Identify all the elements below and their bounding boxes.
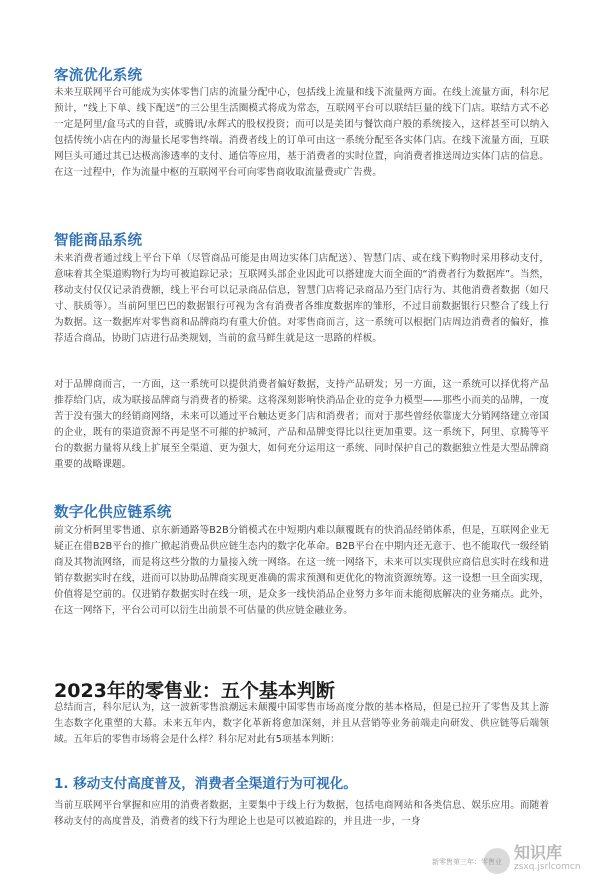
paragraph-smart-product-2: 对于品牌商而言，一方面，这一系统可以提供消费者偏好数据，支持产品研发；另一方面，这一系统可以择优将产品推荐给门店，成为联接品牌商与消费者的桥梁。这将深刻影响快消品企业的竞争力模型——那些小而美的品牌，一度苦于没有强大的经销商网络，未来可以通过平台触达更多门店和消费者；而对于那些曾经依靠庞大分销网络建立帝国的企业，既有的渠道资源不再是坚不可摧的护城河，产品和品牌变得比以往更加重要。这一系统下，阿里、京腾等平台的数据力量将从线上扩展至全渠道、更为强大，如何充分运用这一系统、同时保护自己的数据独立性是大型品牌商重要的战略课题。 [54,379,549,471]
watermark-logo-icon [484,848,510,874]
paragraph-summary: 总结而言，科尔尼认为，这一波新零售浪潮远未颠覆中国零售市场高度分散的基本格局，但是已拉开了零售及其上游生态数字化重塑的大幕。未来五年内，数字化革新将愈加深刻，并且从营销等业务前端走向研发、供应链等后端领域。五年后的零售市场将会是什么样？科尔尼对此有5项基本判断： [54,702,549,746]
paragraph-smart-product-1: 未来消费者通过线上平台下单（尽管商品可能是由周边实体门店配送）、智慧门店、或在线下购物时采用移动支付，意味着其全渠道购物行为均可被追踪记录；互联网头部企业因此可以搭建庞大而全面的“消费者行为数据库”。当然，移动支付仅仅记录消费额，线上平台可以记录商品信息，智慧门店将记录商品乃至门店行为、其他消费者数据（如尺寸、肤质等）。当前阿里巴巴的数据银行可视为含有消费者各维度数据库的雏形，不过目前数据银行只整合了线上行为数据。这一数据库对零售商和品牌商均有重大价值。对零售商而言，这一系统可以根据门店周边消费者的偏好，推荐适合商品，协助门店进行品类规划，当前的盒马鲜生就是这一思路的样板。 [54,253,549,345]
main-heading-2023-retail: 2023年的零售业：五个基本判断 [54,680,335,702]
section-title-traffic-optimization: 客流优化系统 [54,68,143,84]
paragraph-mobile-payment: 当前互联网平台掌握和应用的消费者数据，主要集中于线上行为数据，包括电商网站和各类信息、娱乐应用。而随着移动支付的高度普及，消费者的线下行为理论上也是可以被追踪的，并且进一步，一身 [54,800,549,828]
page-footer: 新零售第三年：零售业 [432,858,502,866]
subheading-mobile-payment: 1. 移动支付高度普及，消费者全渠道行为可视化。 [54,776,357,792]
section-title-smart-product: 智能商品系统 [54,233,143,249]
watermark-name: 知识库 [514,843,563,862]
watermark-url: zsxq.jsrlcomcn [514,862,581,872]
section-title-digital-supply-chain: 数字化供应链系统 [54,505,172,521]
paragraph-traffic-optimization: 未来互联网平台可能成为实体零售门店的流量分配中心，包括线上流量和线下流量两方面。在线上流量方面，科尔尼预计，“线上下单、线下配送”的三公里生活圈模式将成为常态，互联网平台可以联结巨量的线下门店。联结方式不必一定是阿里/盒马式的自营，或腾讯/永辉式的股权投资；而可以是美团与餐饮商户般的系统接入，这样甚至可以纳入包括传统小店在内的海量长尾零售终端。消费者线上的订单可由这一系统分配至各实体门店。在线下流量方面，互联网巨头可通过其已达极高渗透率的支付、通信等应用，基于消费者的实时位置，向消费者推送周边实体门店的信息。在这一过程中，作为流量中枢的互联网平台可向零售商收取流量费或广告费。 [54,87,549,179]
paragraph-digital-supply-chain: 前文分析阿里零售通、京东新通路等B2B分销模式在中短期内难以颠覆既有的快消品经销体系，但是，互联网企业无疑正在借B2B平台的推广掀起消费品供应链生态内的数字化革命。B2B平台在中期内还无意于、也不能取代一级经销商及其物流网络，而是将这些分散的力量接入统一网络。在这一统一网络下，未来可以实现供应商信息实时在线和进销存数据实时在线，进而可以协助品牌商实现更准确的需求预测和更优化的物流资源统筹。这一设想一旦全面实现，价值将是空前的。仅进销存数据实时在线一项，是众多一线快消品企业努力多年而未能彻底解决的业务痛点。此外，在这一网络下，平台公司可以衍生出前景不可估量的供应链金融业务。 [54,525,549,617]
watermark [484,838,594,878]
